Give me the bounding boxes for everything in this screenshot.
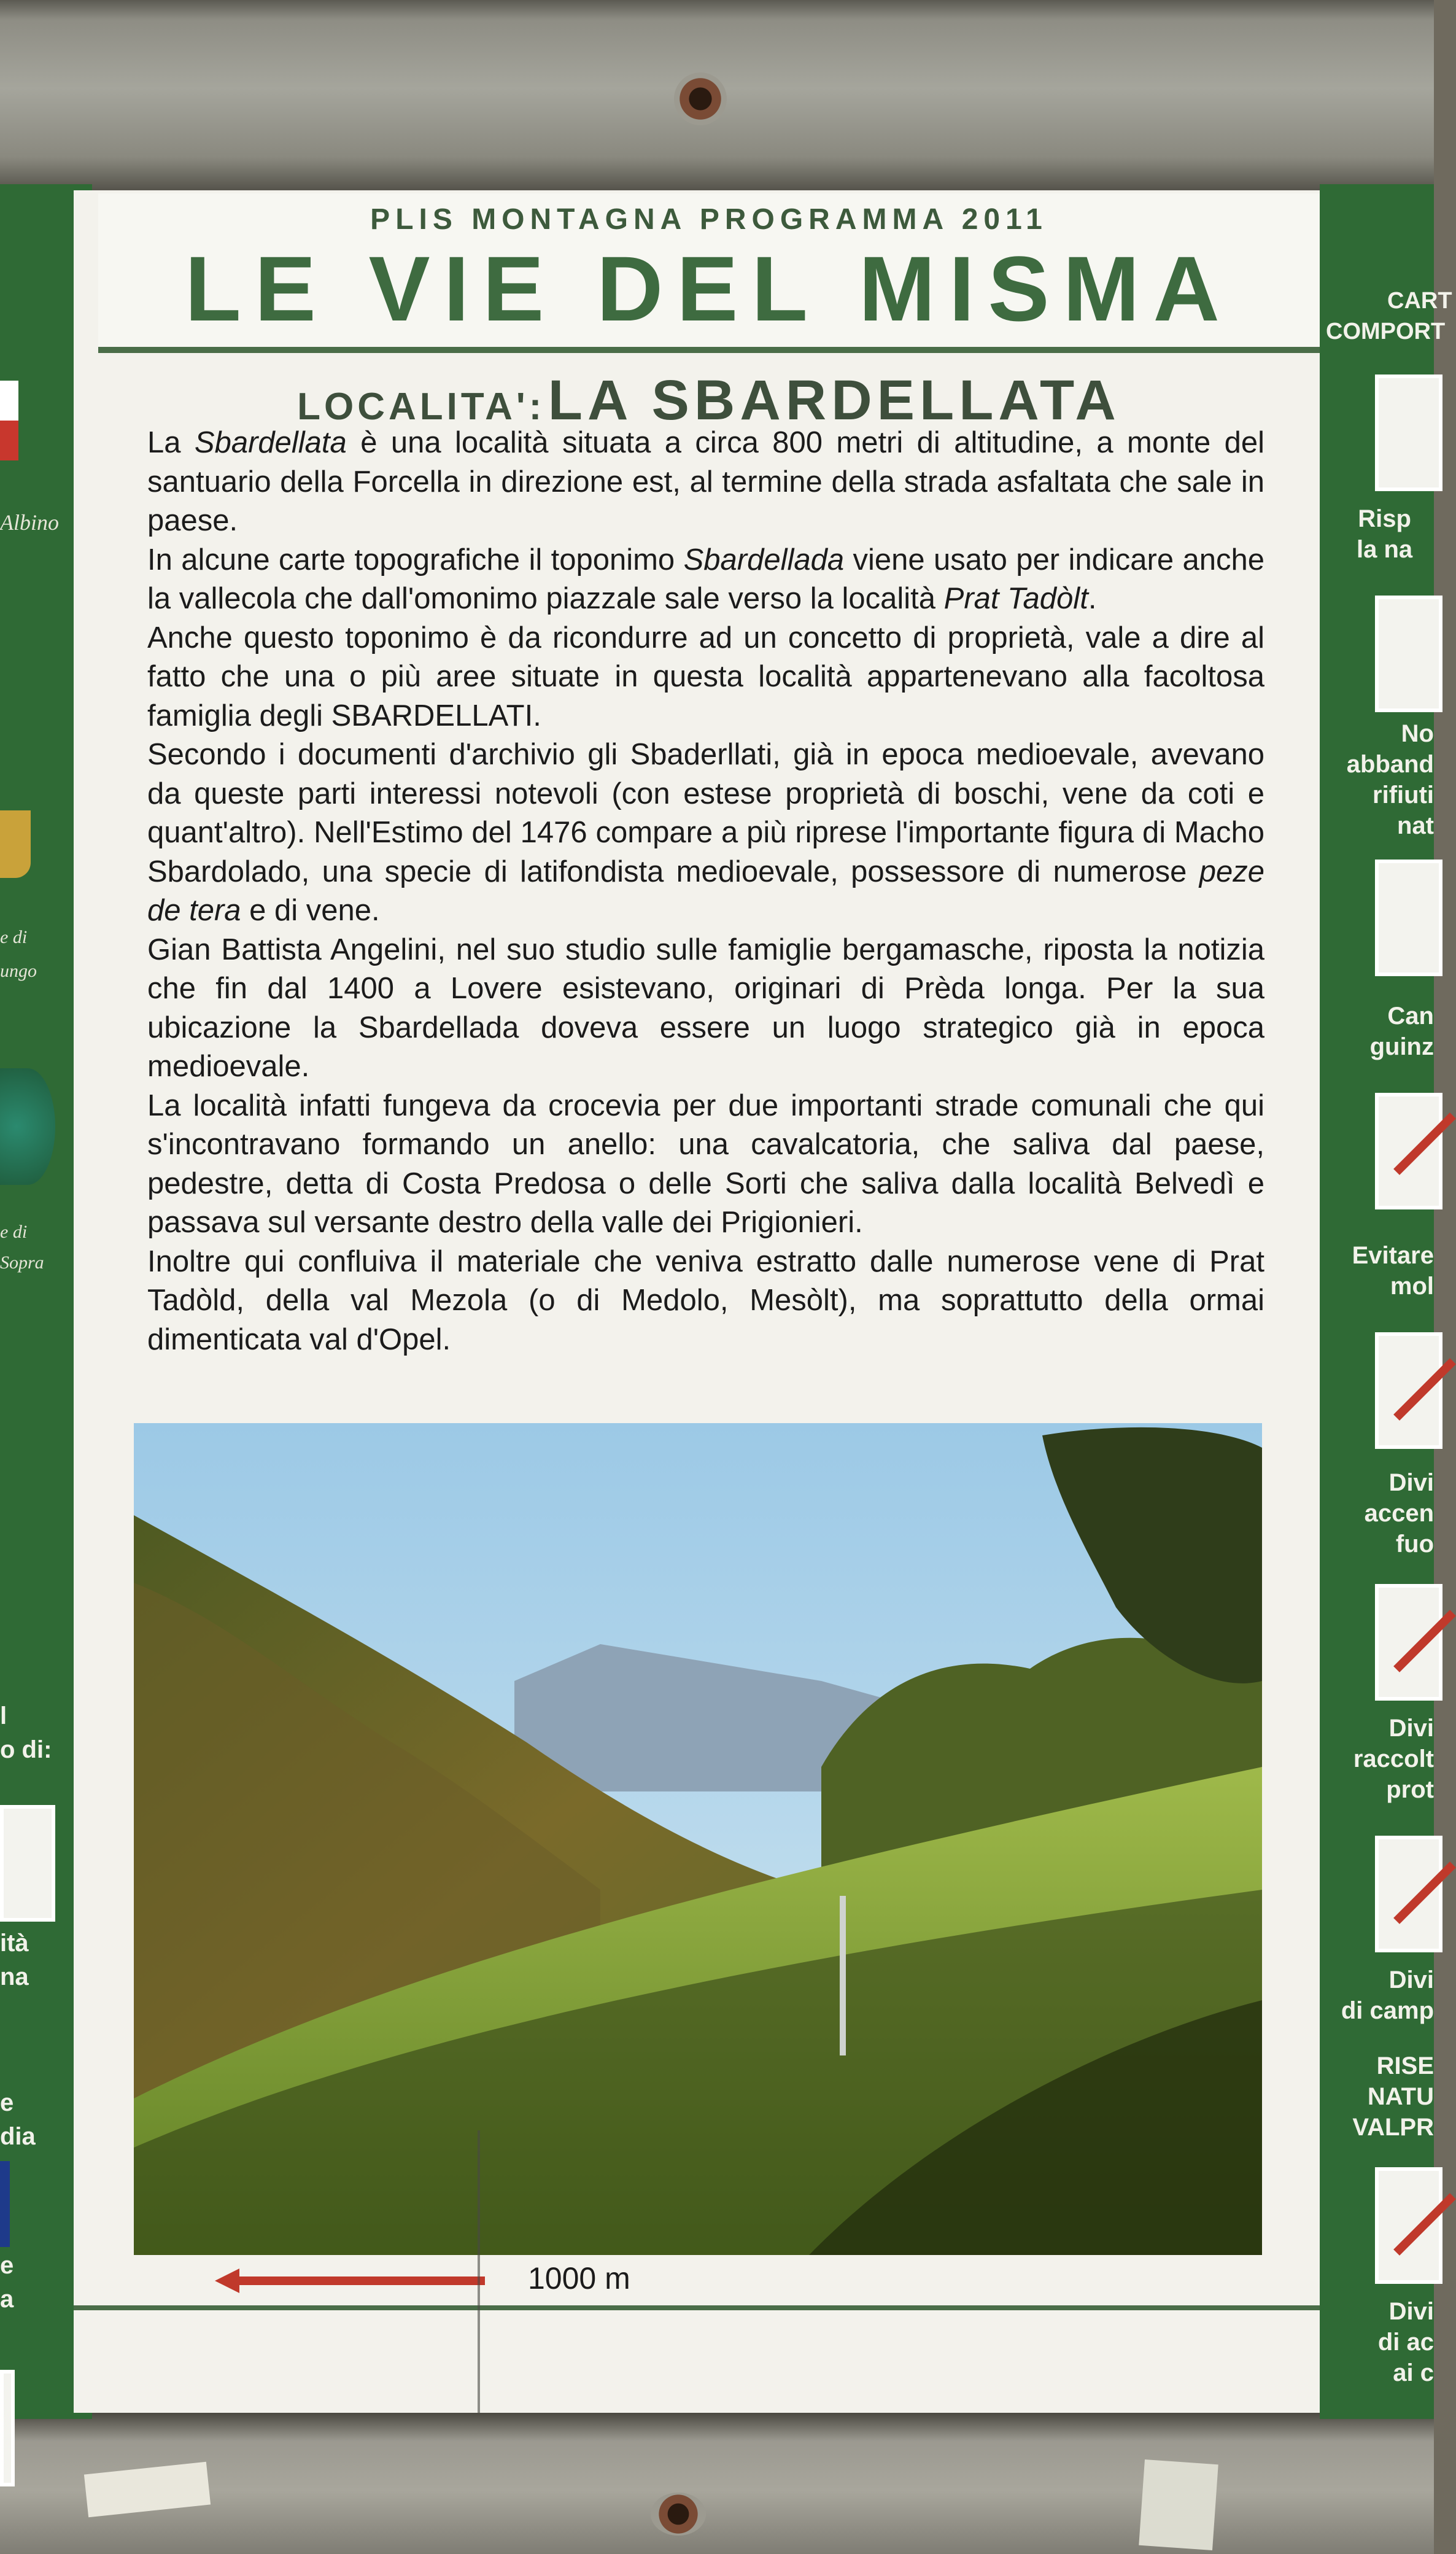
left-fragment: l [0, 1702, 7, 1729]
left-fragment: e [0, 2089, 14, 2116]
white-tile-icon [0, 2370, 15, 2486]
right-header: COMPORT [1326, 319, 1446, 344]
left-fragment: na [0, 1963, 29, 1990]
page-title: LE VIE DEL MISMA [185, 237, 1233, 340]
no-fire-icon [1375, 1332, 1442, 1449]
left-fragment: ità [0, 1930, 29, 1957]
paragraph: Gian Battista Angelini, nel suo studio sulle famiglie bergamasche, riposta la notizia che fin dal 1400 a Lovere esistevano, originari di Prèda longa. Per la sua ubicazione la Sbardellada doveva essere un luogo strategico già in epoca medioevale. [147, 933, 1264, 1083]
location-prefix: LOCALITA': [297, 386, 546, 428]
right-side-panel [1320, 184, 1452, 2419]
blue-emblem [0, 2161, 10, 2247]
left-fragment: o di: [0, 1736, 52, 1763]
left-fragment: e [0, 2252, 14, 2279]
program-subtitle: PLIS MONTAGNA PROGRAMMA 2011 [370, 203, 1048, 236]
flag-emblem [0, 381, 18, 460]
right-label: Can guinz [1369, 1003, 1434, 1060]
paragraph: La Sbardellata è una località situata a circa 800 metri di altitudine, a monte del santuario della Forcella in direzione est, al termine della strada asfaltata che sale in paese. [147, 426, 1264, 537]
bridge-icon [0, 1805, 55, 1922]
left-fragment: e di [0, 927, 28, 947]
location-name: LA SBARDELLATA [548, 369, 1121, 432]
right-label: Divi raccolt prot [1353, 1715, 1434, 1803]
litter-icon [1375, 596, 1442, 712]
dog-leash-icon [1375, 860, 1442, 976]
right-label: RISE NATU VALPR [1352, 2052, 1434, 2141]
distance-label: 1000 m [528, 2261, 630, 2296]
right-label: No abband rifiuti nat [1346, 720, 1434, 839]
crack-line [478, 2130, 480, 2413]
paragraph: Inoltre qui confluiva il materiale che veniva estratto dalle numerose vene di Prat Tadòld, della val Mezola (o di Medolo, Mesòlt), ma soprattutto della ormai dimenticata val d'Opel. [147, 1244, 1264, 1356]
left-fragment: e di [0, 1222, 28, 1242]
no-noise-icon [1375, 1093, 1442, 1209]
no-access-icon [1375, 2167, 1442, 2284]
right-label: Divi di ac ai c [1377, 2298, 1434, 2386]
no-camping-icon [1375, 1836, 1442, 1952]
wood-knot [674, 72, 727, 125]
wood-knot-bottom [651, 2493, 706, 2536]
paper-scrap [1139, 2459, 1218, 2550]
wood-frame-bottom [0, 2413, 1434, 2554]
right-header: CART [1387, 288, 1452, 314]
paragraph: Anche questo toponimo è da ricondurre ad un concetto di proprietà, vale a dire al fatto che una o più aree situate in questa località appartenevano alla facoltosa famiglia degli SBARDELLATI. [147, 621, 1264, 732]
left-fragment: Sopra [0, 1252, 44, 1273]
distance-arrow [215, 2265, 497, 2296]
description-text [147, 424, 1264, 1359]
right-label: Divi accen fuo [1364, 1469, 1434, 1558]
landscape-photo [134, 1423, 1262, 2255]
left-fragment: ungo [0, 961, 37, 981]
paragraph: Secondo i documenti d'archivio gli Sbaderllati, già in epoca medioevale, avevano da queste parti interessi notevoli (con estese proprietà di boschi, vene da coti e quant'altro). Nell'Estimo del 1476 compare a più riprese l'importante figura di Macho Sbardolado, una specie di latifondista medioevale, possessore di numerose peze de tera e di vene. [147, 738, 1264, 927]
right-label: Evitare mol [1352, 1242, 1434, 1300]
left-fragment: dia [0, 2123, 36, 2150]
left-fragment: Albino [0, 510, 59, 535]
footer-divider [74, 2305, 1320, 2310]
no-picking-icon [1375, 1584, 1442, 1701]
right-label: Divi di camp [1341, 1966, 1434, 2024]
crest-emblem [0, 810, 31, 878]
paragraph: In alcune carte topografiche il toponimo Sbardellada viene usato per indicare anche la vallecola che dall'omonimo piazzale sale verso la località Prat Tadòlt. [147, 543, 1265, 615]
right-label: Risp la na [1357, 505, 1413, 563]
paragraph: La località infatti fungeva da crocevia per due importanti strade comunali che qui s'incontravano formando un anello: una cavalcatoria, che saliva dal paese, pedestre, detta di Costa Predosa o delle Sorti che saliva dalla località Belvedì e passava sul versante destro della valle dei Prigionieri. [147, 1089, 1264, 1239]
crest-emblem [0, 1068, 55, 1185]
left-fragment: a [0, 2286, 14, 2313]
hiker-icon [1375, 375, 1442, 491]
